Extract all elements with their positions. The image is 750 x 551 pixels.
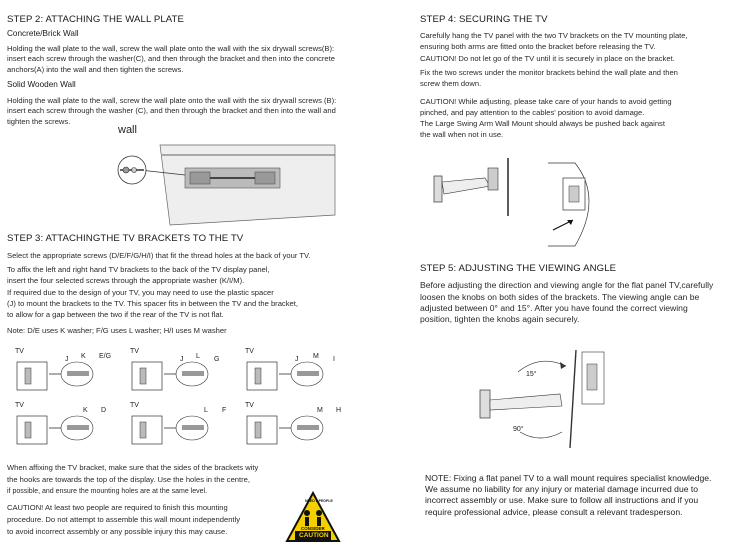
- step3-line-4: If required due to the design of your TV, you may need to use the plastic spacer: [7, 288, 274, 297]
- sign-caution-text: CAUTION: [299, 532, 329, 539]
- part-label: E/G: [99, 353, 112, 360]
- step3-line-2: To affix the left and right hand TV brackets to the back of the TV display panel,: [7, 265, 270, 274]
- tv-label: TV: [130, 348, 139, 355]
- tv-label: TV: [15, 402, 24, 409]
- bracket-icon: [245, 414, 345, 450]
- bracket-diagram-3: [245, 348, 345, 396]
- step3-line-3: insert the four selected screws through the appropriate washer (K/I/M).: [7, 276, 245, 285]
- part-label: H: [336, 407, 342, 414]
- tv-label: TV: [245, 402, 254, 409]
- step4-title: STEP 4: SECURING THE TV: [420, 14, 548, 25]
- step2-wood-subheading: Solid Wooden Wall: [7, 80, 76, 89]
- step4-line-4: Fix the two screws under the monitor brackets behind the wall plate and then: [420, 68, 678, 77]
- step2-title: STEP 2: ATTACHING THE WALL PLATE: [7, 14, 184, 25]
- angle-bottom-label: 90°: [513, 426, 524, 433]
- step4-caution-line-3: The Large Swing Arm Wall Mount should always be pushed back against: [420, 119, 665, 128]
- step2-concrete-subheading: Concrete/Brick Wall: [7, 29, 79, 38]
- step4-caution-line-2: pinched, and pay attention to the cables' position to avoid damage.: [420, 108, 645, 117]
- step2-concrete-text: Holding the wall plate to the wall, screw the wall plate onto the wall with the six drywall screws(B): insert each screw through the washer(C), and then through the bracket and then into the concrete anchors(A) into the wall and then tighten the screws.: [7, 44, 335, 74]
- tv-label: TV: [15, 348, 24, 355]
- bracket-diagram-5: [130, 402, 230, 450]
- note-line-3: incorrect assembly or use. Make sure to follow all instructions and if you: [425, 495, 699, 506]
- step3-bottom-line-2: the hooks are towards the top of the display. Use the holes in the centre,: [7, 475, 251, 484]
- bracket-icon: [15, 360, 115, 396]
- step5-line-2: loosen the knobs on both sides of the brackets. The viewing angle can be: [420, 292, 700, 302]
- part-label: K: [81, 353, 86, 360]
- step4-line-1: Carefully hang the TV panel with the two TV brackets on the TV mounting plate,: [420, 31, 688, 40]
- caution-sign: [285, 491, 341, 543]
- part-label: J: [295, 356, 299, 363]
- step4-line-2: ensuring both arms are fitted onto the bracket before releasing the TV.: [420, 42, 656, 51]
- wall-label: wall: [118, 124, 137, 136]
- part-label: F: [222, 407, 227, 414]
- part-label: I: [333, 356, 335, 363]
- part-label: L: [196, 353, 200, 360]
- step5-line-3: adjusted between 0° and 15°. After you have found the correct viewing: [420, 303, 688, 313]
- step3-bottom-line-1: When affixing the TV bracket, make sure that the sides of the brackets wity: [7, 463, 259, 472]
- step3-caution-line-2: procedure. Do not attempt to assemble this wall mount independently: [7, 515, 241, 524]
- step5-title: STEP 5: ADJUSTING THE VIEWING ANGLE: [420, 263, 617, 274]
- sign-top-text: NEED 2 PEOPLE: [305, 499, 333, 503]
- tv-label: TV: [130, 402, 139, 409]
- step4-line-5: screw them down.: [420, 79, 482, 88]
- part-label: G: [214, 356, 220, 363]
- bracket-icon: [245, 360, 345, 396]
- step3-note: Note: D/E uses K washer; F/G uses L washer; H/I uses M washer: [7, 326, 227, 335]
- angle-top-label: 15°: [526, 371, 537, 378]
- step4-line-3: CAUTION! Do not let go of the TV until it is securely in place on the bracket.: [420, 54, 675, 63]
- step4-caution-line-1: CAUTION! While adjusting, please take care of your hands to avoid getting: [420, 97, 672, 106]
- bracket-diagram-1: [15, 348, 115, 396]
- step3-line-1: Select the appropriate screws (D/E/F/G/H/I) that fit the thread holes at the back of your TV.: [7, 251, 311, 260]
- sign-mid-text: CONSIDER: [301, 526, 325, 531]
- bracket-icon: [130, 414, 230, 450]
- note-line-2: We assume no liability for any injury or material damage incurred due to: [425, 484, 699, 495]
- part-label: J: [180, 356, 184, 363]
- step3-title: STEP 3: ATTACHINGTHE TV BRACKETS TO THE TV: [7, 233, 244, 244]
- viewing-angle-illustration: [470, 344, 620, 452]
- part-label: D: [101, 407, 107, 414]
- step3-caution-line-3: to avoid incorrect assembly or any possible injury this may cause.: [7, 527, 228, 536]
- step3-caution-line-1: CAUTION! At least two people are required to finish this mounting: [7, 503, 228, 512]
- part-label: M: [313, 353, 319, 360]
- part-label: K: [83, 407, 88, 414]
- bracket-closeup-illustration: [545, 158, 605, 250]
- bracket-diagram-2: [130, 348, 230, 396]
- step3-line-5: (J) to mount the brackets to the TV. This spacer fits in between the TV and the bracket,: [7, 299, 298, 308]
- step2-wood-text: Holding the wall plate to the wall, screw the wall plate onto the wall with the six drywall screws (B): insert each screw through the washer (C), and then through the bracket and then into the wall and tighten the screws.: [7, 96, 337, 126]
- bracket-diagram-4: [15, 402, 115, 450]
- part-label: J: [65, 356, 69, 363]
- swing-arm-side-illustration: [430, 158, 525, 218]
- step3-line-6: to allow for a gap between the two if the rear of the TV is not flat.: [7, 310, 224, 319]
- part-label: L: [204, 407, 208, 414]
- part-label: M: [317, 407, 323, 414]
- bracket-icon: [15, 414, 115, 450]
- note-line-1: NOTE: Fixing a flat panel TV to a wall mount requires specialist knowledge.: [425, 473, 712, 483]
- note-block: [425, 473, 711, 518]
- bracket-diagram-6: [245, 402, 345, 450]
- step5-line-1: Before adjusting the direction and viewing angle for the flat panel TV,carefully: [420, 280, 714, 290]
- step4-caution-line-4: the wall when not in use.: [420, 130, 504, 139]
- tv-label: TV: [245, 348, 254, 355]
- bracket-icon: [130, 360, 230, 396]
- step5-line-4: position, tighten the knobs again securely.: [420, 314, 580, 324]
- screw-detail-icon: [112, 150, 152, 190]
- note-line-4: require professional advice, please consult a relevant tradesperson.: [425, 506, 683, 517]
- step3-bottom-line-3: if possible, and ensure the mounting holes are at the same level.: [7, 488, 208, 495]
